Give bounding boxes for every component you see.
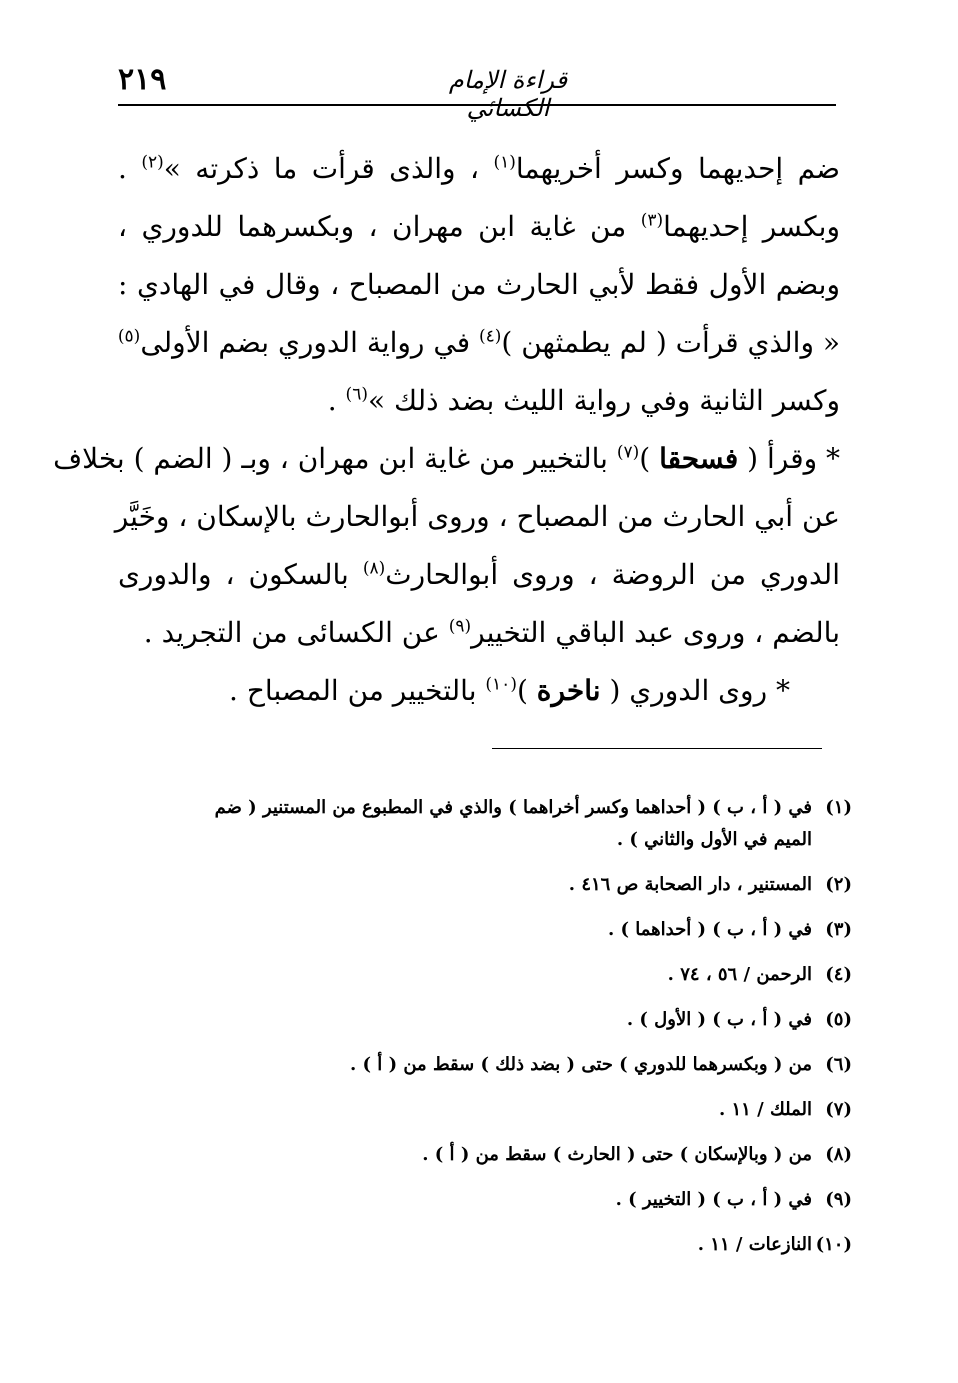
footnote-number: (٦) (825, 1054, 852, 1075)
footnote-ref[interactable]: (٩) (448, 616, 472, 637)
text-run: * وقرأ ( (738, 442, 840, 475)
text-line (118, 662, 840, 720)
header-rule (118, 104, 836, 106)
footnote-separator (492, 748, 822, 749)
main-text (53, 140, 841, 720)
footnote-number: (١٠) (815, 1234, 852, 1255)
text-line (118, 198, 840, 256)
footnote-item (110, 959, 852, 991)
text-line (53, 430, 840, 488)
footnote-number: (٧) (825, 1099, 852, 1120)
text-run: ضم إحديهما وكسر أخريهما (515, 152, 840, 185)
footnote-text: الملك / ١١ . (718, 1099, 812, 1120)
text-run: في رواية الدوري بضم الأولى (140, 326, 479, 359)
text-line (118, 314, 840, 372)
text-run: وبضم الأول فقط لأبي الحارث من المصباح ، وقال في الهادي : (118, 268, 840, 301)
footnote-text-continued: الميم في الأول والثاني ) . (616, 829, 812, 850)
footnote-text: في ( أ ، ب ) ( التخيير ) . (615, 1189, 812, 1210)
footnote-number: (٩) (825, 1189, 852, 1210)
text-line (118, 140, 840, 198)
footnote-number: (٨) (825, 1144, 852, 1165)
footnote-number: (٣) (825, 919, 852, 940)
footnote-item (110, 792, 852, 856)
footnote-number: (٥) (825, 1009, 852, 1030)
footnote-text: المستنير ، دار الصحابة ص ٤١٦ . (568, 874, 812, 895)
text-run: وكسر الثانية وفي رواية الليث بضد ذلك » (367, 384, 840, 417)
footnote-item (110, 1004, 852, 1036)
footnote-ref[interactable]: (٢) (141, 152, 164, 173)
text-line (118, 546, 840, 604)
page-number: ٢١٩ (118, 62, 167, 97)
text-run: عن أبي الحارث من المصباح ، وروى أبوالحارث بالإسكان ، وخَيَّر (114, 500, 840, 533)
text-line (118, 604, 840, 662)
text-run: بالضم ، وروى عبد الباقي التخيير (471, 616, 840, 649)
text-run: بالتخيير من المصباح . (229, 674, 486, 707)
text-line (118, 372, 840, 430)
footnote-ref[interactable]: (٦) (345, 384, 368, 405)
footnote-item (110, 914, 852, 946)
footnote-item (110, 1094, 852, 1126)
footnotes (110, 792, 852, 1274)
footnote-item (110, 1139, 852, 1171)
footnote-text: النازعات / ١١ . (697, 1234, 812, 1255)
footnote-text: من ( وبكسرهما للدوري ) حتى ( بضد ذلك ) سقط من ( أ ) . (349, 1054, 812, 1075)
quran-word: فسحقا (659, 442, 739, 475)
running-title: قراءة الإمام الكسائي (448, 66, 568, 122)
footnote-ref[interactable]: (٤) (478, 326, 502, 347)
text-run: * روى الدوري ( (600, 674, 790, 707)
text-line (118, 256, 840, 314)
footnote-item (110, 1229, 852, 1261)
footnote-item (110, 1184, 852, 1216)
quran-word: ناخرة (536, 674, 601, 707)
text-run: بالتخيير من غاية ابن مهران ، وبـ ( الضم ) بخلاف (53, 442, 617, 475)
footnote-item (110, 869, 852, 901)
text-run: وبكسر إحديهما (663, 210, 841, 243)
footnote-text: من ( وبالإسكان ) حتى ( الحارث ) سقط من ( أ ) . (422, 1144, 812, 1165)
text-run: ، والذى قرأت ما ذكرته » (163, 152, 494, 185)
footnote-text: في ( أ ، ب ) ( الأول ) . (626, 1009, 812, 1030)
text-run: بالسكون ، والدورى (118, 558, 363, 591)
footnote-ref[interactable]: (١) (493, 152, 516, 173)
text-run: الدوري من الروضة ، وروى أبوالحارث (385, 558, 840, 591)
page-header (118, 60, 836, 122)
text-run: « والذي قرأت ( لم يطمثهن ) (501, 326, 840, 359)
footnote-number: (١) (825, 797, 852, 818)
text-run: ) (516, 674, 537, 707)
text-run: من غاية ابن مهران ، وبكسرهما للدوري ، (118, 210, 641, 243)
text-run: عن الكسائى من التجريد . (143, 616, 449, 649)
footnote-text: في ( أ ، ب ) ( أحداهما ) . (607, 919, 812, 940)
footnote-ref[interactable]: (٧) (616, 442, 640, 463)
footnote-item (110, 1049, 852, 1081)
footnote-text: الرحمن / ٥٦ ، ٧٤ . (667, 964, 812, 985)
footnote-number: (٤) (825, 964, 852, 985)
text-line (114, 488, 840, 546)
text-run: . (327, 384, 346, 417)
footnote-ref[interactable]: (٣) (640, 210, 664, 231)
text-run: ) (639, 442, 660, 475)
footnote-ref[interactable]: (٨) (362, 558, 386, 579)
footnote-ref[interactable]: (١٠) (485, 674, 517, 695)
footnote-ref[interactable]: (٥) (117, 326, 141, 347)
text-run: . (118, 152, 142, 185)
footnote-text: في ( أ ، ب ) ( أحداهما وكسر أخراهما ) والذي في المطبوع من المستنير ( ضم (214, 797, 812, 818)
footnote-number: (٢) (825, 874, 852, 895)
